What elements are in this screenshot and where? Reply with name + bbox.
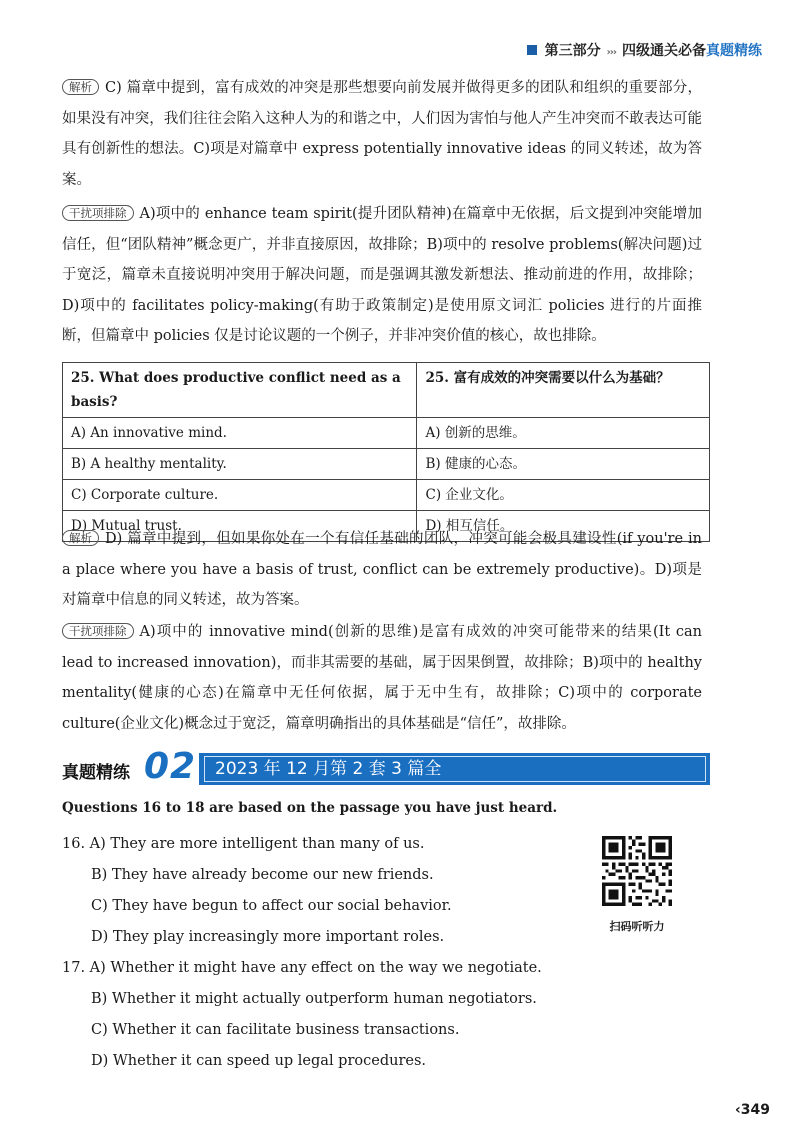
table-row	[63, 363, 710, 418]
table-row	[63, 418, 710, 449]
option-en: D) Mutual trust.	[63, 511, 417, 542]
option-zh: C) 企业文化。	[417, 480, 710, 511]
analysis-tag: 解析	[62, 79, 99, 95]
analysis-text: C) 篇章中提到，富有成效的冲突是那些想要向前发展并做得更多的团队和组织的重要部分，如果没有冲突，我们往往会陷入这种人为的和谐之中，人们因为害怕与他人产生冲突而不敢表达可能具有创新性的想法。C)项是对篇章中 express potentially innovative ideas 的同义转述，故为答案。	[62, 80, 702, 188]
question-zh: 25. 富有成效的冲突需要以什么为基础？	[417, 363, 710, 418]
header-accent: 真题精练	[706, 43, 762, 59]
header-book: 四级通关必备	[622, 43, 706, 59]
option-zh: B) 健康的心态。	[417, 449, 710, 480]
distractor-tag: 干扰项排除	[62, 205, 134, 221]
q17-option-c: C) Whether it can facilitate business transactions.	[91, 1022, 460, 1038]
distractor-tag: 干扰项排除	[62, 623, 134, 639]
qr-code-label: 扫码听听力	[609, 920, 665, 933]
q17-option-d: D) Whether it can speed up legal procedures.	[91, 1053, 427, 1069]
q17-option-a: 17. A) Whether it might have any effect on the way we negotiate.	[62, 960, 542, 976]
analysis-tag: 解析	[62, 530, 99, 546]
distractor-text: A)项中的 enhance team spirit(提升团队精神)在篇章中无依据，后文提到冲突能增加信任，但“团队精神”概念更广，并非直接原因，故排除；B)项中的 resolve problems(解决问题)过于宽泛，篇章未直接说明冲突用于解决问题，而是强调其激发新想法、推动前进的作用，故排除；D)项中的 facilitates policy-making(有助于政策制定)是使用原文词汇 policies 进行的片面推断，但篇章中 policies 仅是讨论议题的一个例子，并非冲突价值的核心，故也排除。	[62, 206, 702, 344]
option-en: A) An innovative mind.	[63, 418, 417, 449]
question-25-table	[62, 362, 710, 542]
option-en: C) Corporate culture.	[63, 480, 417, 511]
option-zh: A) 创新的思维。	[417, 418, 710, 449]
analysis-text: D) 篇章中提到，但如果你处在一个有信任基础的团队，冲突可能会极具建设性(if you're in a place where you have a basis of trust, conflict can be extremely productive)。D)项是对篇章中信息的同义转述，故为答案。	[62, 531, 702, 608]
q16-option-c: C) They have begun to affect our social behavior.	[91, 898, 452, 914]
section-title: 2023 年 12 月第 2 套 3 篇全	[204, 756, 706, 782]
distractor-paragraph-25	[62, 617, 702, 739]
section-heading	[62, 746, 710, 787]
analysis-paragraph-25	[62, 524, 702, 616]
header-arrows: ›››	[606, 47, 616, 58]
header-part: 第三部分	[544, 43, 601, 59]
square-bullet-icon	[527, 45, 537, 55]
section-title-band	[199, 753, 710, 785]
q16-option-d: D) They play increasingly more important roles.	[91, 929, 445, 945]
option-en: B) A healthy mentality.	[63, 449, 417, 480]
table-row	[63, 480, 710, 511]
qr-code-icon[interactable]	[602, 836, 672, 906]
option-zh: D) 相互信任。	[417, 511, 710, 542]
section-number: 02	[144, 746, 197, 787]
distractor-text: A)项中的 innovative mind(创新的思维)是富有成效的冲突可能带来的结果(It can lead to increased innovation)，而非其需要的基础，属于因果倒置，故排除；B)项中的 healthy mentality(健康的心态)在篇章中无任何依据，属于无中生有，故排除；C)项中的 corporate culture(企业文化)概念过于宽泛，篇章明确指出的具体基础是“信任”，故排除。	[62, 624, 702, 732]
analysis-paragraph-24	[62, 73, 702, 195]
question-en: 25. What does productive conflict need as a basis?	[63, 363, 417, 418]
q16-option-b: B) They have already become our new friends.	[91, 867, 434, 883]
questions-intro: Questions 16 to 18 are based on the passage you have just heard.	[62, 800, 558, 816]
q16-option-a: 16. A) They are more intelligent than many of us.	[62, 836, 425, 852]
section-label: 真题精练	[62, 763, 130, 783]
running-header	[0, 40, 762, 60]
page-number: ‹349	[735, 1102, 770, 1118]
q17-option-b: B) Whether it might actually outperform human negotiators.	[91, 991, 537, 1007]
distractor-paragraph-24	[62, 199, 702, 352]
table-row	[63, 449, 710, 480]
